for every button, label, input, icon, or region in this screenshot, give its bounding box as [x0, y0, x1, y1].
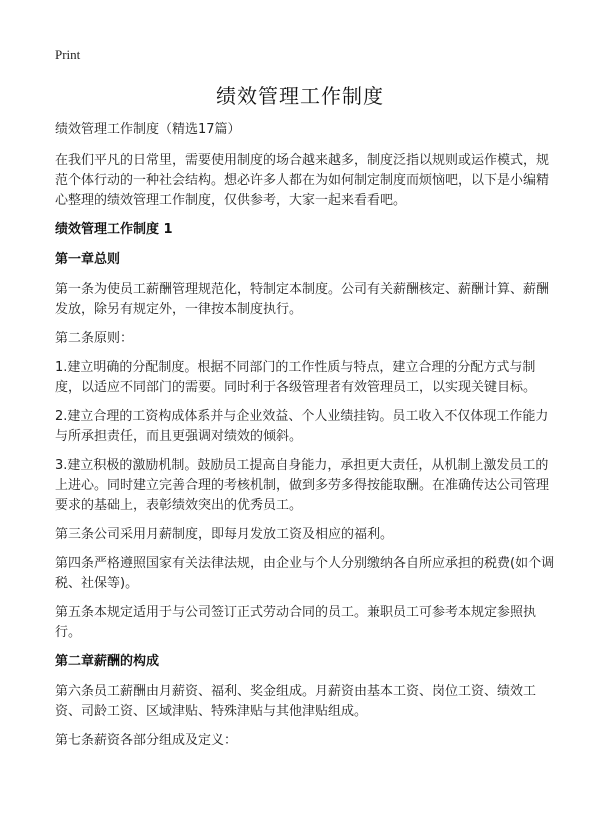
- article-2: 第二条原则：: [55, 331, 134, 346]
- article-6: 第六条员工薪酬由月薪资、福利、奖金组成。月薪资由基本工资、岗位工资、绩效工资、司龄工资、区域津贴、特殊津贴与其他津贴组成。: [55, 684, 537, 719]
- intro-paragraph: 在我们平凡的日常里，需要使用制度的场合越来越多，制度泛指以规则或运作模式，规范个体行动的一种社会结构。想必许多人都在为如何制定制度而烦恼吧，以下是小编精心整理的绩效管理工作制度，仅供参考，大家一起来看看吧。: [55, 153, 550, 208]
- principle-1: 1.建立明确的分配制度。根据不同部门的工作性质与特点，建立合理的分配方式与制度，以适应不同部门的需要。同时利于各级管理者有效管理员工，以实现关键目标。: [55, 360, 537, 395]
- article-5: 第五条本规定适用于与公司签订正式劳动合同的员工。兼职员工可参考本规定参照执行。: [55, 605, 537, 640]
- print-label: Print: [55, 47, 81, 62]
- article-1: 第一条为使员工薪酬管理规范化，特制定本制度。公司有关薪酬核定、薪酬计算、薪酬发放，除另有规定外，一律按本制度执行。: [55, 282, 550, 317]
- document-title: 绩效管理工作制度: [216, 84, 384, 108]
- article-4: 第四条严格遵照国家有关法律法规，由企业与个人分别缴纳各自所应承担的税费(如个调税、社保等)。: [55, 556, 555, 591]
- article-3: 第三条公司采用月薪制度，即每月发放工资及相应的福利。: [55, 527, 394, 542]
- article-7: 第七条薪资各部分组成及定义：: [55, 733, 238, 748]
- document-body: [55, 120, 555, 760]
- principle-3: 3.建立积极的激励机制。鼓励员工提高自身能力，承担更大责任，从机制上激发员工的上进心。同时建立完善合理的考核机制，做到多劳多得按能取酬。在准确传达公司管理要求的基础上，表彰绩效突出的优秀员工。: [55, 458, 550, 513]
- chapter-1-title: 第一章总则: [55, 252, 121, 267]
- chapter-2-title: 第二章薪酬的构成: [55, 654, 160, 669]
- section-title: 绩效管理工作制度 1: [55, 222, 173, 237]
- principle-2: 2.建立合理的工资构成体系并与企业效益、个人业绩挂钩。员工收入不仅体现工作能力与所承担责任，而且更强调对绩效的倾斜。: [55, 409, 549, 444]
- document-subtitle: 绩效管理工作制度（精选17篇）: [55, 122, 241, 137]
